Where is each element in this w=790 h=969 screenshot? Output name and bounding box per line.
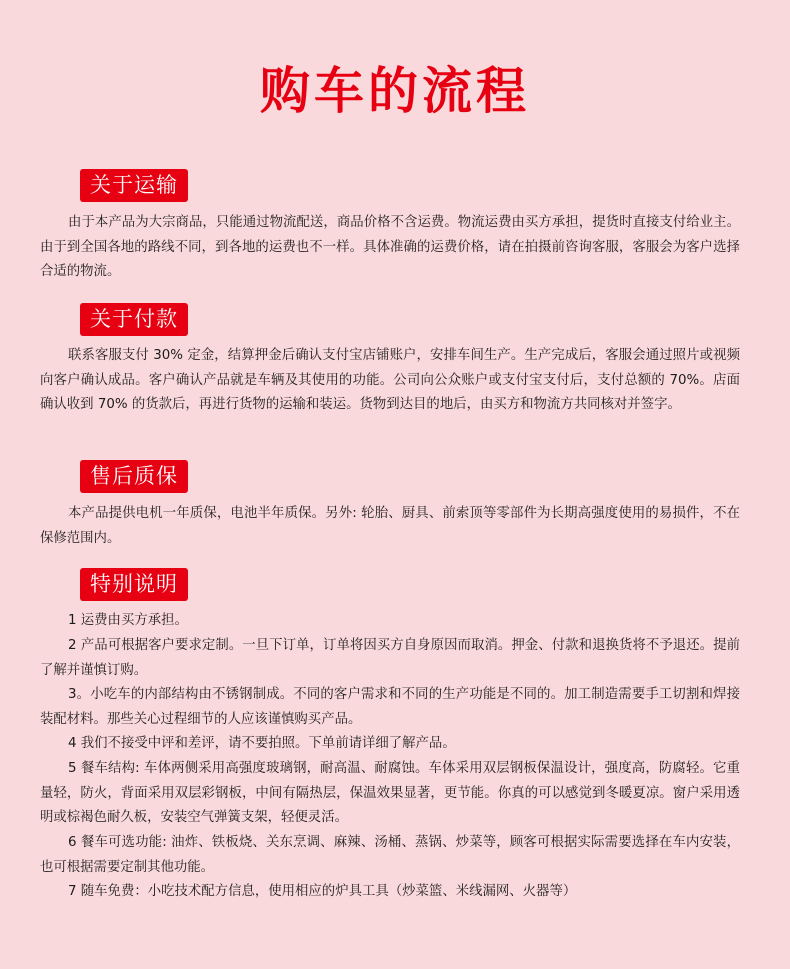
page-title: 购车的流程 [260,62,530,120]
shipping-paragraph: 由于本产品为大宗商品，只能通过物流配送，商品价格不含运费。物流运费由买方承担，提货时直接支付给业主。由于到全国各地的路线不同，到各地的运费也不一样。具体准确的运费价格，请在拍摄前咨询客服，客服会为客户选择合适的物流。 [40,215,740,280]
section-heading-warranty: 售后质保 [80,460,188,493]
note-item-7: 7 随车免费：小吃技术配方信息，使用相应的炉具工具（炒菜篮、米线漏网、火器等） [68,884,577,899]
note-item-1: 1 运费由买方承担。 [68,613,188,628]
note-item-3: 3。小吃车的内部结构由不锈钢制成。不同的客户需求和不同的生产功能是不同的。加工制造需要手工切割和焊接装配材料。那些关心过程细节的人应该谨慎购买产品。 [40,687,740,727]
note-item-5: 5 餐车结构: 车体两侧采用高强度玻璃钢，耐高温、耐腐蚀。车体采用双层钢板保温设计，强度高，防腐轻。它重量轻，防火，背面采用双层彩钢板，中间有隔热层，保温效果显著，更节能。你真的可以感觉到冬暖夏凉。窗户采用透明或棕褐色耐久板，安装空气弹簧支架，轻便灵活。 [40,761,740,826]
warranty-paragraph: 本产品提供电机一年质保，电池半年质保。另外: 轮胎、厨具、前索顶等零部件为长期高强度使用的易损件，不在保修范围内。 [40,506,740,546]
payment-paragraph: 联系客服支付 30% 定金，结算押金后确认支付宝店铺账户，安排车间生产。生产完成后，客服会通过照片或视频向客户确认成品。客户确认产品就是车辆及其使用的功能。公司向公众账户或支付宝支付后，支付总额的 70%。店面确认收到 70% 的货款后，再进行货物的运输和装运。货物到达目的地后，由买方和物流方共同核对并签字。 [40,348,740,413]
note-item-4: 4 我们不接受中评和差评，请不要拍照。下单前请详细了解产品。 [68,736,456,751]
note-item-2: 2 产品可根据客户要求定制。一旦下订单，订单将因买方自身原因而取消。押金、付款和退换货将不予退还。提前了解并谨慎订购。 [40,638,740,678]
section-heading-shipping: 关于运输 [80,169,188,202]
section-heading-payment: 关于付款 [80,303,188,336]
note-item-6: 6 餐车可选功能: 油炸、铁板烧、关东烹调、麻辣、汤桶、蒸锅、炒菜等，顾客可根据实际需要选择在车内安装，也可根据需要定制其他功能。 [40,835,740,875]
section-heading-special-notes: 特别说明 [80,568,188,601]
